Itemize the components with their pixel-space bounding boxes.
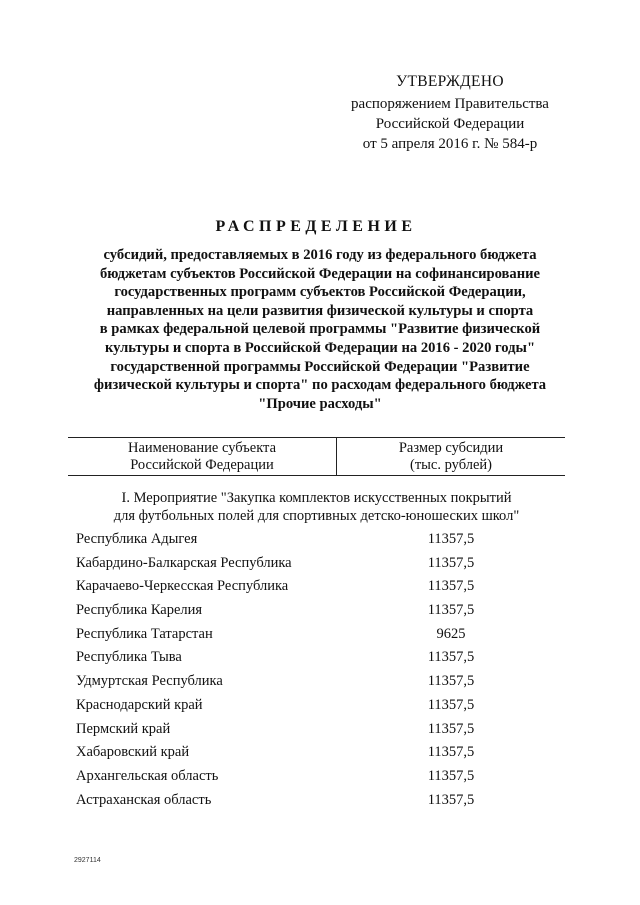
approval-stamp: УТВЕРЖДЕНО bbox=[396, 73, 504, 90]
region-name: Хабаровский край bbox=[76, 744, 190, 761]
column-header-region bbox=[68, 438, 337, 475]
table-row bbox=[76, 531, 565, 555]
approval-line-1: распоряжением Правительства bbox=[351, 96, 549, 112]
table-row bbox=[76, 649, 565, 673]
region-name: Архангельская область bbox=[76, 767, 219, 784]
subsidy-amount: 11357,5 bbox=[427, 696, 475, 713]
region-name: Астраханская область bbox=[76, 791, 212, 808]
region-name: Пермский край bbox=[76, 720, 171, 737]
subtitle-line: физической культуры и спорта" по расходам федерального бюджета bbox=[93, 377, 547, 394]
subsidy-amount: 11357,5 bbox=[427, 649, 475, 666]
table-row bbox=[76, 602, 565, 626]
section-heading bbox=[68, 490, 565, 525]
subtitle-line: культуры и спорта в Российской Федерации на 2016 - 2020 годы" bbox=[104, 339, 536, 356]
column-header-subsidy-line-1: Размер субсидии bbox=[398, 440, 504, 456]
region-name: Удмуртская Республика bbox=[76, 673, 223, 690]
subtitle-line: "Прочие расходы" bbox=[258, 395, 382, 412]
column-header-region-line-1: Наименование субъекта bbox=[127, 440, 277, 456]
table-header bbox=[68, 437, 565, 476]
region-name: Краснодарский край bbox=[76, 696, 203, 713]
subtitle-line: субсидий, предоставляемых в 2016 году из федерального бюджета bbox=[103, 247, 537, 263]
approval-block bbox=[330, 72, 570, 154]
table-row bbox=[76, 721, 565, 745]
table-row bbox=[76, 744, 565, 768]
column-header-region-line-2: Российской Федерации bbox=[130, 457, 274, 473]
section-heading-line-1: I. Мероприятие "Закупка комплектов искусственных покрытий bbox=[121, 490, 512, 506]
region-name: Кабардино-Балкарская Республика bbox=[76, 554, 292, 571]
region-name: Республика Тыва bbox=[76, 649, 182, 666]
region-name: Республика Адыгея bbox=[76, 531, 198, 547]
subtitle-line: государственной программы Российской Федерации "Развитие bbox=[110, 358, 530, 375]
subtitle-line: государственных программ субъектов Российской Федерации, bbox=[114, 284, 526, 301]
region-name: Карачаево-Черкесская Республика bbox=[76, 578, 289, 595]
subsidy-amount: 11357,5 bbox=[427, 744, 475, 761]
subsidy-amount: 11357,5 bbox=[427, 720, 475, 737]
document-title: РАСПРЕДЕЛЕНИЕ bbox=[215, 218, 417, 235]
region-name: Республика Карелия bbox=[76, 602, 203, 619]
section-heading-line-2: для футбольных полей для спортивных детско-юношеских школ" bbox=[113, 507, 520, 524]
table-row bbox=[76, 578, 565, 602]
subsidy-amount: 11357,5 bbox=[427, 673, 475, 690]
document-code: 2927114 bbox=[74, 857, 101, 864]
column-header-subsidy-line-2: (тыс. рублей) bbox=[410, 457, 492, 473]
subsidy-amount: 11357,5 bbox=[427, 602, 475, 619]
subsidy-amount: 11357,5 bbox=[427, 531, 475, 547]
table-row bbox=[76, 697, 565, 721]
subsidy-amount: 11357,5 bbox=[427, 578, 475, 595]
approval-line-3: от 5 апреля 2016 г. № 584-р bbox=[362, 136, 538, 152]
table-row bbox=[76, 792, 565, 816]
table-row bbox=[76, 673, 565, 697]
table-row bbox=[76, 555, 565, 579]
table-row bbox=[76, 626, 565, 650]
subsidy-table-body bbox=[76, 531, 565, 815]
region-name: Республика Татарстан bbox=[76, 625, 213, 642]
subsidy-amount: 11357,5 bbox=[427, 767, 475, 784]
subsidy-amount: 9625 bbox=[436, 625, 466, 642]
document-subtitle bbox=[60, 246, 580, 413]
column-header-subsidy bbox=[337, 438, 565, 475]
table-row bbox=[76, 768, 565, 792]
subtitle-line: в рамках федеральной целевой программы "Развитие физической bbox=[99, 321, 541, 338]
subsidy-amount: 11357,5 bbox=[427, 554, 475, 571]
subtitle-line: бюджетам субъектов Российской Федерации на софинансирование bbox=[99, 265, 541, 282]
approval-line-2: Российской Федерации bbox=[375, 116, 525, 132]
subsidy-amount: 11357,5 bbox=[427, 791, 475, 808]
subtitle-line: направленных на цели развития физической культуры и спорта bbox=[106, 302, 534, 319]
